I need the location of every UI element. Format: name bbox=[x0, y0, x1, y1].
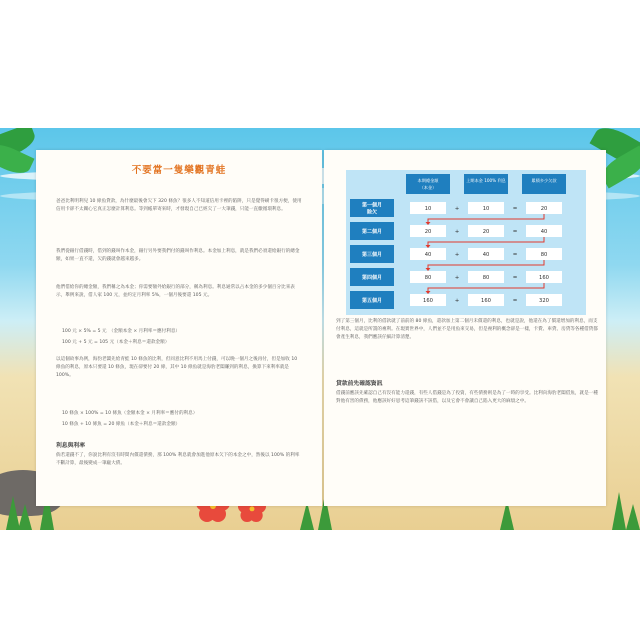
formula: 100 元 × 5% = 5 元 （金額本金 × 月利率＝應付利息） bbox=[62, 329, 181, 334]
value-label: 20 bbox=[424, 229, 432, 235]
paragraph: 以這個故事為例，海豹老闆先給青蛙 10 條魚的比利，但同意比利不用馬上付錢，可以晚一個月之後再付，但是加收 10 條魚的利息，原本只要還 10 條魚，現在卻要付 20 條，其中 10 條魚就是海豹老闆賺到的利息，換算下來利率就是 100%。 bbox=[56, 357, 298, 378]
value-label: 80 bbox=[482, 275, 490, 281]
paragraph: 倘若還錢不了，你說比利有沒有時間內償還債務，那 100% 利息就會加進他原本欠下的本金之中，然後以 100% 的利率不斷計算，最後變成一筆龐大債。 bbox=[56, 453, 300, 466]
row-label: 第一個月 bbox=[361, 202, 383, 209]
equal-sign: = bbox=[512, 206, 518, 212]
value-label: 20 bbox=[482, 229, 490, 235]
column-header-cell bbox=[522, 174, 566, 194]
plus-sign: + bbox=[454, 275, 460, 281]
value-label: 40 bbox=[424, 252, 432, 258]
column-header-cell bbox=[464, 174, 508, 194]
paragraph: 他們借給你的總金額，我們稱之為本金；你需要額外給銀行的部分，稱為利息。利息通常以占本金的多少個百分比來表示，舉例來說，借人家 100 元，並約定月利率 5%，一個月後要還 105 元。 bbox=[56, 285, 295, 298]
compound-interest-diagram bbox=[346, 170, 586, 315]
section-heading: 利息與利率 bbox=[56, 443, 85, 449]
row-label: 第五個月 bbox=[361, 298, 383, 304]
paragraph: 到了第三個月，比利的借款就了前前的 80 條魚，還款加上第二個月未償還的利息，也就是說，他還在為了償還增加的利息，而支付利息，這就是所謂的複利。在現實世界中，人們並不是用魚來交易，但是複利的概念卻是一樣，卡費、車貸、房貸等各種借貸都會產生利息，我們應該仔細計算清楚。 bbox=[336, 319, 598, 340]
grass-icon bbox=[300, 502, 314, 530]
value-label: 10 bbox=[424, 206, 432, 212]
arrow-head-icon bbox=[426, 222, 431, 225]
row-label: 第三個月 bbox=[361, 252, 383, 258]
column-header-label: （本金） bbox=[419, 185, 437, 190]
arrow-head-icon bbox=[426, 245, 431, 248]
formula: 100 元 + 5 元 = 105 元（本金＋利息＝還款金額） bbox=[62, 340, 170, 345]
plus-sign: + bbox=[454, 206, 460, 212]
column-header-cell bbox=[406, 174, 450, 194]
value-label: 80 bbox=[424, 275, 432, 281]
value-label: 40 bbox=[482, 252, 490, 258]
column-header-label: 本期總金額 bbox=[417, 178, 439, 183]
carry-over-arrow bbox=[428, 237, 544, 247]
value-label: 320 bbox=[539, 298, 549, 304]
grass-icon bbox=[18, 504, 32, 530]
grass-icon bbox=[612, 492, 626, 530]
left-page bbox=[36, 150, 322, 506]
paragraph: 借錢前應該先確認自己有沒有能力還錢，有些人借錢是為了投資，有些債務則是為了一時的享受。比利向海豹老闆借魚，就是一種對他有害的債務，他應該好好思考這筆錢該不該借，以及它會不會讓自己陷入更大的麻煩之中。 bbox=[336, 391, 598, 404]
page-title: 不要當一隻樂觀青蛙 bbox=[131, 165, 227, 176]
equal-sign: = bbox=[512, 275, 518, 281]
plus-sign: + bbox=[454, 252, 460, 258]
grass-icon bbox=[626, 504, 640, 530]
formula: 10 條魚 × 100% = 10 條魚（金額本金 × 月利率＝應付的利息） bbox=[62, 411, 198, 416]
arrow-head-icon bbox=[426, 268, 431, 271]
column-header-label: 上期本金 100% 利息 bbox=[466, 178, 506, 183]
right-page bbox=[324, 150, 606, 506]
equal-sign: = bbox=[512, 229, 518, 235]
carry-over-arrow bbox=[428, 260, 544, 270]
column-header-label: 累積多少欠款 bbox=[531, 178, 557, 183]
value-label: 160 bbox=[423, 298, 433, 304]
section-heading: 貸款前先確認資訊 bbox=[336, 381, 383, 387]
arrow-head-icon bbox=[426, 291, 431, 294]
formula: 10 條魚 + 10 條魚 = 20 條魚（本金＋利息＝還款金額） bbox=[62, 422, 181, 427]
value-label: 80 bbox=[540, 252, 548, 258]
plus-sign: + bbox=[454, 298, 460, 304]
value-label: 20 bbox=[540, 206, 548, 212]
equal-sign: = bbox=[512, 252, 518, 258]
row-label: 賒欠 bbox=[366, 209, 378, 216]
carry-over-arrow bbox=[428, 214, 544, 224]
value-label: 160 bbox=[539, 275, 549, 281]
interest-table bbox=[346, 170, 586, 315]
paragraph: 爸爸比利明利兒 10 條魚貸款，為什麼最後會欠下 320 條魚？很多人不知道信用卡裡的陷阱，只是覺得刷卡很方便，使用信用卡卻不太關心它真正怎麼計算利息。等到帳單寄來時，才發現自己已經欠了一大筆錢，只能一直繳循環利息。 bbox=[56, 199, 302, 212]
value-label: 10 bbox=[482, 206, 490, 212]
value-label: 40 bbox=[540, 229, 548, 235]
row-label: 第二個月 bbox=[361, 229, 383, 235]
equal-sign: = bbox=[512, 298, 518, 304]
paragraph: 我們從銀行借錢時，借到的錢叫作本金，銀行另外要我們付的錢叫作利息。本金加上利息，就是我們必須還給銀行的總金額，如果一直不還，欠的錢就會越來越多。 bbox=[56, 249, 300, 262]
plus-sign: + bbox=[454, 229, 460, 235]
carry-over-arrow bbox=[428, 283, 544, 293]
value-label: 160 bbox=[481, 298, 491, 304]
row-label: 第四個月 bbox=[361, 275, 383, 281]
